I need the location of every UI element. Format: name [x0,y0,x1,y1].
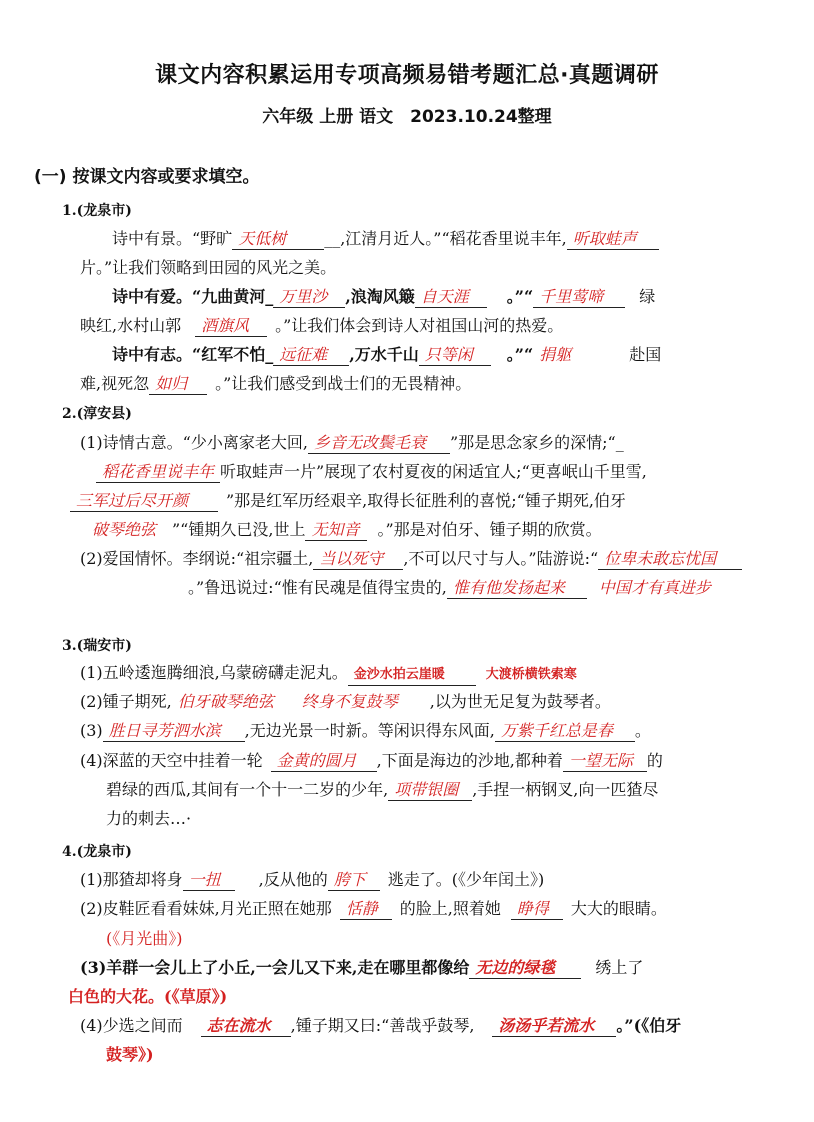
q1-line-6 [80,374,471,395]
text: ,无边光景一时新。等闲识得东风面, [244,721,495,740]
q1-line-2: 片。”让我们领略到田园的风光之美。 [80,258,337,277]
answer-field[interactable]: 一扭 [183,870,235,891]
text: (2)锺子期死, [80,692,172,711]
text: 听取蛙声一片”展现了农村夏夜的闲适宜人;“更喜岷山千里雪, [220,462,647,481]
answer-field[interactable]: 一望无际 [563,751,647,772]
text: ,不可以尺寸与人。”陆游说:“ [403,549,599,568]
answer-field[interactable]: 恬静 [340,899,392,920]
text: (4)深蓝的天空中挂着一轮 [80,751,263,770]
text: (1)诗情古意。“少小离家老大回, [80,433,308,452]
answer-field[interactable]: 捐躯 [539,345,572,364]
text: 。”“ [506,345,534,364]
text: ”那是红军历经艰辛,取得长征胜利的喜悦;“锺子期死,伯牙 [226,491,626,510]
text: (1)那猹却将身 [80,870,183,889]
q3-line-4 [80,751,663,772]
answer-field[interactable]: 三军过后尽开颜 [70,491,218,512]
answer-field[interactable]: 乡音无改鬓毛衰 [308,433,450,454]
q2-line-3 [70,491,626,512]
text: ,以为世无足复为鼓琴者。 [429,692,611,711]
answer-field[interactable]: 万里沙 [273,287,345,308]
answer-field[interactable]: 千里莺啼 [533,287,625,308]
answer-field[interactable]: 白色的大花 [68,987,149,1006]
q3-line-1 [80,663,602,686]
q1-line-5 [112,345,661,366]
text: (3) [80,721,103,740]
text: 诗中有志。“红军不怕_ [112,345,274,364]
q2-line-5 [80,549,742,570]
answer-field[interactable]: 破琴绝弦 [92,520,157,539]
text: 赴国 [629,345,662,364]
answer-field[interactable]: 远征难 [273,345,349,366]
question-label: 3.(瑞安市) [62,638,132,654]
text: 绿 [639,287,656,306]
q1-line-4 [80,316,563,337]
q4-line-4 [80,958,643,979]
answer-field[interactable]: 志在流水 [201,1016,291,1037]
q3-line-3 [80,721,651,742]
q4-line-2 [80,899,667,920]
answer-field[interactable]: 中国才有真进步 [598,578,711,597]
text: (2)皮鞋匠看看妹妹,月光正照在她那 [80,899,332,918]
question-label: 1.(龙泉市) [62,203,132,219]
text: 。”那是对伯牙、锺子期的欣赏。 [377,520,602,539]
section-heading: (一) 按课文内容或要求填空。 [34,167,260,187]
text: 诗中有爱。“九曲黄河_ [112,287,274,306]
q1-line-3 [112,287,655,308]
answer-field[interactable]: 听取蛙声 [567,229,659,250]
text: ,浪淘风簸 [345,287,415,306]
text: __,江清月近人。”“稻花香里说丰年, [324,229,567,248]
answer-field[interactable]: 万紫千红总是春 [495,721,635,742]
answer-field[interactable]: 金沙水拍云崖暖 [348,665,476,686]
answer-field[interactable]: 胯下 [328,870,380,891]
answer-field[interactable]: 胜日寻芳泗水滨 [103,721,245,742]
q3-line-2 [80,692,611,712]
text: 。(《草原》) [148,987,228,1006]
text: ,手捏一柄钢叉,向一匹猹尽 [472,780,659,799]
answer-field[interactable]: 大渡桥横铁索寒 [485,667,577,682]
text: ,下面是海边的沙地,都种着 [376,751,563,770]
answer-field[interactable]: 酒旗风 [195,316,267,337]
q2-line-1 [80,433,624,454]
text: ,锺子期又曰:“善哉乎鼓琴, [290,1016,475,1035]
answer-field[interactable]: 项带银圈 [388,780,472,801]
text: 逃走了。(《少年闰土》) [387,870,545,889]
text: ”“锺期久已没,世上 [172,520,306,539]
answer-field[interactable]: 无知音 [305,520,367,541]
answer-field[interactable]: 位卑未敢忘忧国 [598,549,742,570]
text: 大大的眼睛。 [570,899,667,918]
question-label: 4.(龙泉市) [62,844,132,860]
q2-line-6 [188,578,735,599]
answer-field[interactable]: 当以死守 [313,549,403,570]
q4-line-3: (《月光曲》) [106,929,183,948]
text: 诗中有景。“野旷 [112,229,233,248]
text: 难,视死忽 [80,374,150,393]
answer-field[interactable]: 睁得 [511,899,563,920]
answer-field[interactable]: 如归 [149,374,207,395]
text: ”那是思念家乡的深情;“_ [449,433,624,452]
text: 映红,水村山郭 [80,316,182,335]
text: (2)爱国情怀。李纲说:“祖宗疆土, [80,549,314,568]
q3-line-5 [106,780,658,801]
page-subtitle: 六年级 上册 语文 2023.10.24整理 [262,107,552,127]
answer-field[interactable]: 终身不复鼓琴 [301,692,398,711]
answer-field[interactable]: 无边的绿毯 [469,958,581,979]
text: 的脸上,照着她 [399,899,501,918]
text: (4)少选之间而 [80,1016,183,1035]
answer-field[interactable]: 自天涯 [415,287,487,308]
text: 。”鲁迅说过:“惟有民魂是值得宝贵的, [188,578,447,597]
answer-field[interactable]: 惟有他发扬起来 [447,578,587,599]
text: ,反从他的 [258,870,328,889]
question-label: 2.(淳安县) [62,406,132,422]
answer-field[interactable]: 稻花香里说丰年 [96,462,220,483]
answer-field[interactable]: 汤汤乎若流水 [492,1016,616,1037]
q4-line-7: 鼓琴》) [106,1045,154,1064]
text: (3)羊群一会儿上了小丘,一会儿又下来,走在哪里都像给 [80,958,470,977]
q4-line-1 [80,870,544,891]
q1-line-1 [112,229,659,250]
answer-field[interactable]: 金黄的圆月 [271,751,377,772]
q2-line-2 [96,462,647,483]
text: 。 [634,721,651,740]
q3-line-6: 力的刺去…· [106,809,192,828]
text: (1)五岭逶迤腾细浪,乌蒙磅礴走泥丸。 [80,663,348,682]
answer-field[interactable]: 天低树 [232,229,324,250]
answer-field[interactable]: 伯牙破琴绝弦 [177,692,274,711]
text: 。”让我们感受到战士们的无畏精神。 [215,374,472,393]
text: 。”让我们体会到诗人对祖国山河的热爱。 [275,316,564,335]
q2-line-4 [86,520,602,541]
page-title: 课文内容积累运用专项高频易错考题汇总·真题调研 [155,63,659,88]
text: 。”(《伯牙 [616,1016,682,1035]
text: 碧绿的西瓜,其间有一个十一二岁的少年, [106,780,389,799]
text: 绣上了 [595,958,644,977]
q4-line-5 [68,987,227,1007]
answer-field[interactable]: 只等闲 [419,345,491,366]
text: 。”“ [506,287,534,306]
text: ,万水千山 [349,345,419,364]
text: 的 [646,751,663,770]
q4-line-6 [80,1016,681,1037]
